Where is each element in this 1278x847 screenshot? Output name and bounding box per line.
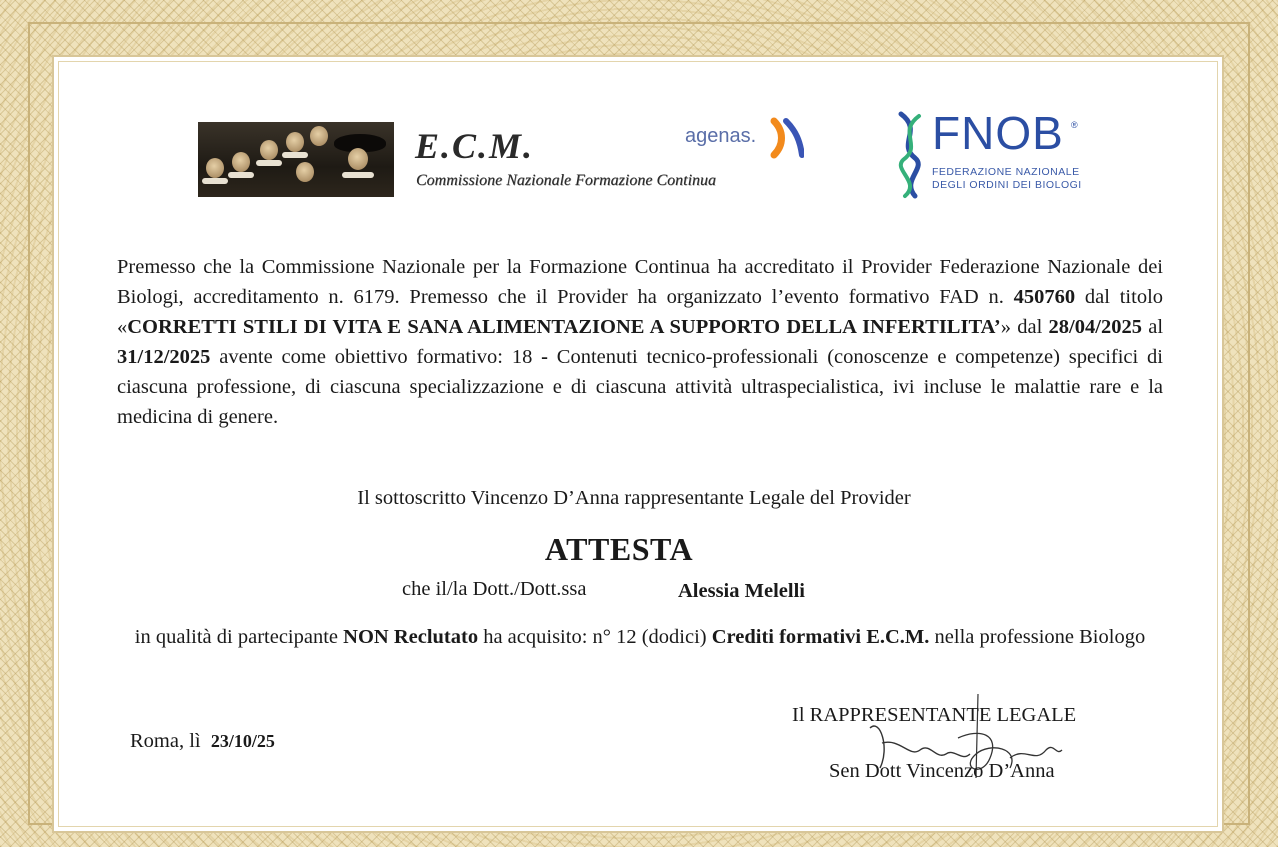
event-number: 450760 [1013, 286, 1076, 308]
event-title: CORRETTI STILI DI VITA E SANA ALIMENTAZIONE A SUPPORTO DELLA INFERTILITA’ [127, 316, 1001, 338]
credits-text-1: in qualità di partecipante [134, 626, 344, 648]
fnob-registered-mark: ® [1071, 120, 1078, 130]
credits-text-3: nella professione Biologo [929, 626, 1146, 648]
undersigned-statement: Il sottoscritto Vincenzo D’Anna rappresentante Legale del Provider [357, 487, 911, 509]
fnob-subtitle-line1: FEDERAZIONE NAZIONALE [932, 166, 1080, 178]
credits-statement [118, 622, 1162, 652]
premise-text-5: avente come obiettivo formativo: 18 [210, 346, 542, 368]
premise-paragraph [117, 252, 1163, 432]
signatory-title: Il RAPPRESENTANTE LEGALE [792, 704, 1077, 726]
signatory-name: Sen Dott Vincenzo D’Anna [829, 760, 1055, 782]
agenas-logo-text: agenas. [685, 125, 757, 147]
agenas-logo-icon [770, 117, 804, 159]
credits-label: Crediti formativi E.C.M. [711, 626, 930, 648]
date-to: 31/12/2025 [117, 346, 211, 368]
premise-text-3: » dal [1000, 316, 1049, 338]
fnob-subtitle [932, 166, 1082, 192]
fnob-logo-text: FNOB [932, 107, 1064, 159]
objective-dash: - [541, 346, 548, 368]
place-date [130, 730, 275, 753]
ecm-subtitle: Commissione Nazionale Formazione Continua [416, 172, 717, 189]
premise-text-4: al [1141, 316, 1164, 338]
issue-date: 23/10/25 [210, 731, 275, 751]
place-label: Roma, lì [130, 730, 201, 752]
premise-text-1: Premesso che la Commissione Nazionale per la Formazione Continua ha accreditato il Provider Federazione Nazionale dei Biologi, accreditamento n. 6179. Premesso che il Provider ha organizzato l’evento formativo FAD n. [117, 256, 1163, 308]
ecm-title: E.C.M. [415, 126, 535, 166]
premise-text-6: Contenuti tecnico-professionali (conoscenze e competenze) specifici di ciascuna professione, di ciascuna specializzazione e di ciascuna attività ultraspecialistica, ivi incluse le malattie rare e la medicina di genere. [117, 346, 1163, 428]
premise-text-2: dal titolo « [117, 286, 1164, 338]
participant-status: NON Reclutato [343, 626, 479, 648]
recipient-name: Alessia Melelli [678, 580, 805, 602]
credits-text-2: ha acquisito: n° 12 (dodici) [478, 626, 712, 648]
dna-helix-icon [893, 110, 927, 200]
date-from: 28/04/2025 [1048, 316, 1142, 338]
ecm-painting-logo [198, 122, 394, 197]
recipient-label: che il/la Dott./Dott.ssa [402, 578, 587, 600]
attesta-heading: ATTESTA [544, 531, 694, 567]
fnob-subtitle-line2: DEGLI ORDINI DEI BIOLOGI [932, 179, 1082, 191]
